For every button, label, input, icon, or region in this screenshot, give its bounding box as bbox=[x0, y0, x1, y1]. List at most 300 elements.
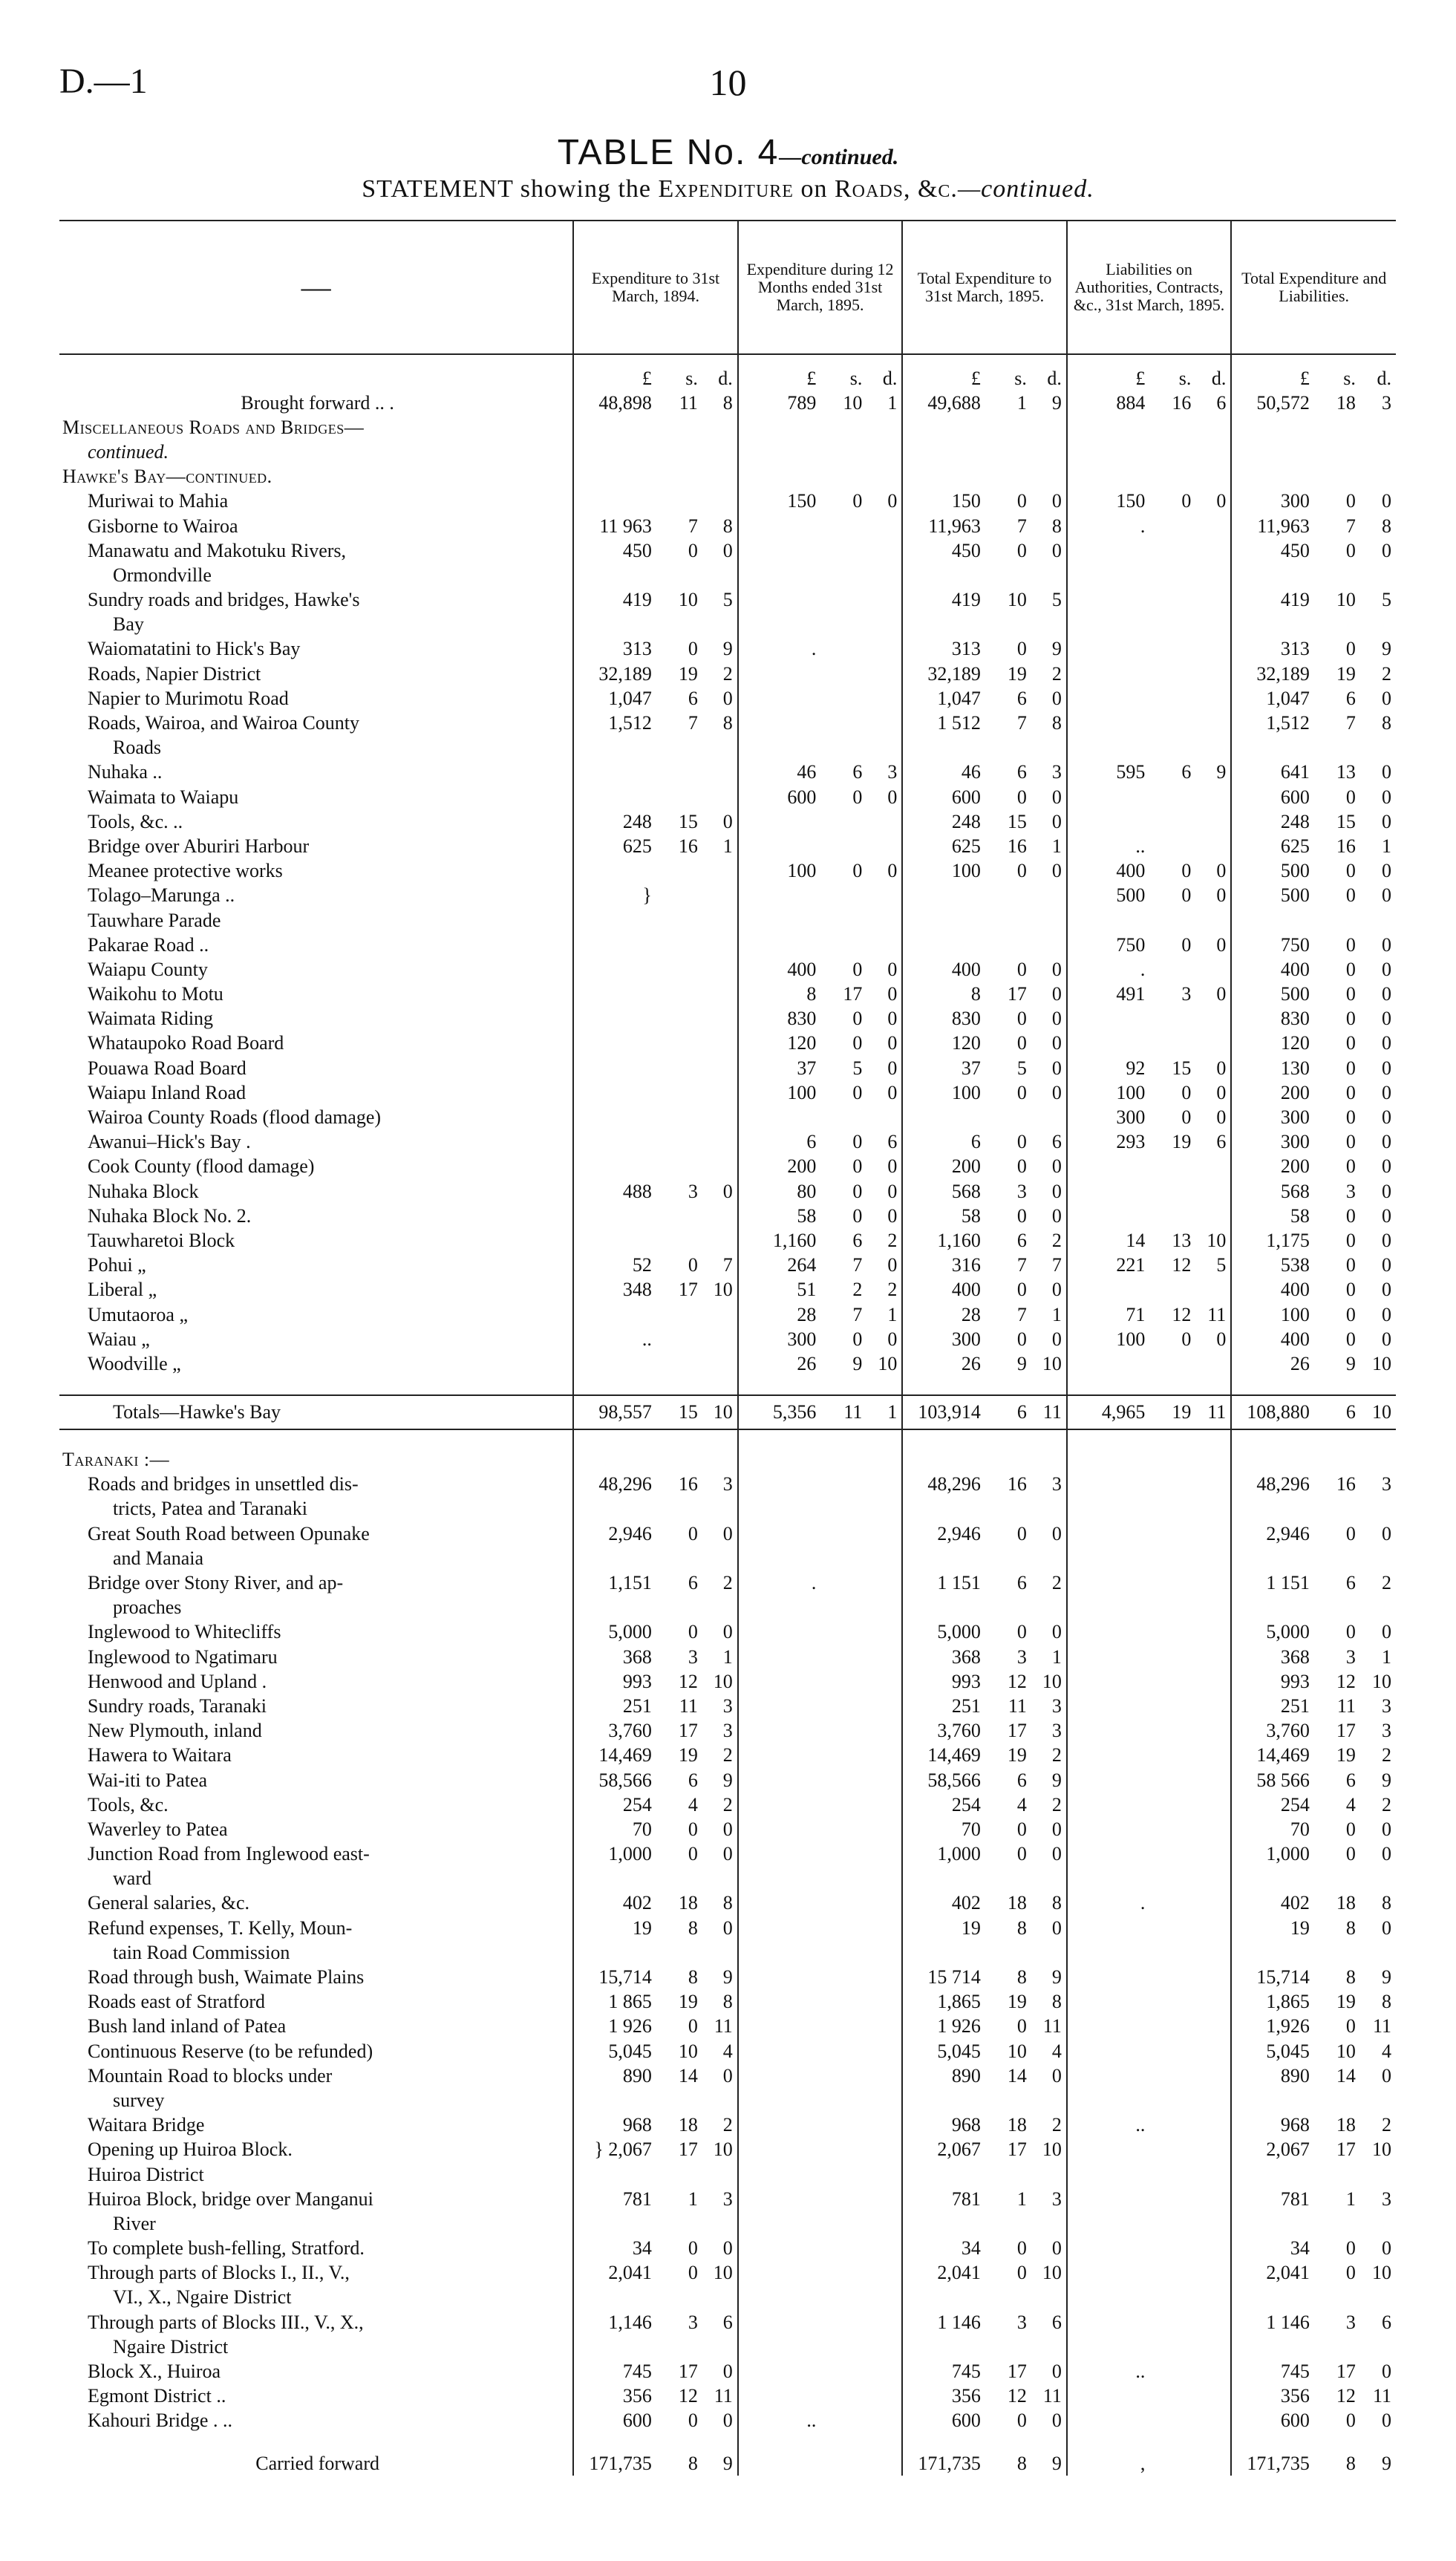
cell-col3-pence bbox=[1028, 2162, 1067, 2187]
header-expenditure-1894: Expenditure to 31st March, 1894. bbox=[573, 221, 738, 354]
cell-col5-pounds: 14,469 bbox=[1231, 1743, 1313, 1768]
cell-col4-shillings bbox=[1148, 1867, 1192, 1891]
cell-col3-shillings: 0 bbox=[1016, 1081, 1027, 1103]
cell-col5-pence: 1 bbox=[1382, 835, 1391, 857]
row-description: Kahouri Bridge . .. bbox=[88, 2410, 232, 2432]
table-row bbox=[59, 563, 1396, 587]
cell-col3-pounds: 37 bbox=[902, 1056, 984, 1080]
row-description: Tolago–Marunga .. bbox=[88, 884, 235, 907]
cell-col4-pounds: 71 bbox=[1067, 1302, 1149, 1327]
cell-col4-shillings bbox=[1148, 1570, 1192, 1595]
cell-col5-pence: 2 bbox=[1382, 1744, 1391, 1766]
cell-col4-pounds bbox=[1067, 538, 1149, 563]
cell-col5-shillings: 0 bbox=[1345, 786, 1356, 808]
cell-col4-pence bbox=[1192, 2064, 1231, 2088]
cell-col2-pence: 0 bbox=[887, 958, 898, 980]
cell-col3-pounds: 58 bbox=[902, 1204, 984, 1228]
cell-col2-pounds bbox=[738, 2261, 820, 2286]
cell-col5-pence bbox=[1357, 1429, 1396, 1448]
table-row bbox=[59, 1694, 1396, 1718]
cell-col3-pence: 3 bbox=[1051, 1720, 1062, 1742]
cell-col5-pence: 9 bbox=[1382, 1769, 1391, 1791]
table-row bbox=[59, 2211, 1396, 2236]
cell-col5-pence: 2 bbox=[1382, 1793, 1391, 1815]
cell-col3-pounds bbox=[902, 2433, 984, 2451]
cell-col5-shillings: 0 bbox=[1345, 1843, 1356, 1865]
cell-col4-pence bbox=[1192, 1842, 1231, 1867]
row-description: Roads, Napier District bbox=[88, 662, 261, 685]
cell-col3-pence: 8 bbox=[1051, 712, 1062, 734]
cell-col5-pence: 10 bbox=[1372, 2262, 1391, 2284]
cell-col1-shillings bbox=[655, 415, 699, 440]
cell-col2-shillings: 10 bbox=[843, 391, 863, 414]
cell-col3-pence: 0 bbox=[1051, 1008, 1062, 1030]
table-row bbox=[59, 1056, 1396, 1080]
cell-col1-pounds bbox=[573, 1204, 655, 1228]
cell-col1-pence: 0 bbox=[722, 1180, 733, 1202]
cell-col3-pounds: 120 bbox=[902, 1031, 984, 1056]
cell-col2-shillings bbox=[819, 1817, 864, 1841]
cell-col4-pence bbox=[1192, 1916, 1231, 1940]
cell-col1-pounds bbox=[573, 1497, 655, 1521]
cell-col2-pounds: 100 bbox=[738, 859, 820, 884]
page-number: 10 bbox=[709, 62, 747, 103]
cell-col4-pence bbox=[1192, 1204, 1231, 1228]
cell-col3-pence: 0 bbox=[1051, 1522, 1062, 1544]
cell-col2-pence bbox=[864, 1448, 902, 1472]
cell-col4-shillings: 16 bbox=[1172, 391, 1192, 414]
cell-col2-pounds bbox=[738, 465, 820, 489]
cell-col1-pounds: 5,000 bbox=[573, 1620, 655, 1645]
cell-col4-pence: 0 bbox=[1216, 933, 1227, 956]
cell-col4-pence: 5 bbox=[1216, 1254, 1227, 1276]
row-description: Hawke's Bay—continued. bbox=[62, 466, 272, 488]
cell-col2-pounds bbox=[738, 1472, 820, 1497]
cell-col3-shillings: 12 bbox=[1007, 2385, 1027, 2407]
cell-col2-pence: 0 bbox=[887, 1254, 898, 1276]
table-row bbox=[59, 465, 1396, 489]
cell-col5-shillings bbox=[1313, 1429, 1357, 1448]
cell-col4-pounds: 293 bbox=[1067, 1130, 1149, 1155]
cell-col4-pounds bbox=[1067, 613, 1149, 637]
cell-col3-pence: 0 bbox=[1051, 1843, 1062, 1865]
cell-col3-pence bbox=[1028, 1105, 1067, 1129]
table-row bbox=[59, 1007, 1396, 1031]
cell-col1-pence: 0 bbox=[722, 2361, 733, 2383]
cell-col2-pence bbox=[864, 1645, 902, 1669]
cell-col1-pence bbox=[699, 2162, 738, 2187]
cell-col1-shillings bbox=[655, 1007, 699, 1031]
cell-col5-pounds bbox=[1231, 2335, 1313, 2359]
cell-col1-pence bbox=[699, 785, 738, 809]
cell-col4-pence bbox=[1192, 1377, 1231, 1395]
cell-col1-shillings: 3 bbox=[688, 1180, 698, 1202]
cell-col5-shillings: 0 bbox=[1345, 1057, 1356, 1079]
cell-col3-shillings: 11 bbox=[1008, 1694, 1027, 1717]
cell-col3-pounds: 1,865 bbox=[902, 1990, 984, 2014]
cell-col4-pence: 0 bbox=[1216, 884, 1227, 907]
cell-col1-pounds: 98,557 bbox=[573, 1395, 655, 1429]
cell-col1-pence bbox=[699, 1302, 738, 1327]
cell-col2-pounds bbox=[738, 2335, 820, 2359]
cell-col2-pence bbox=[864, 884, 902, 908]
cell-col5-pounds: 993 bbox=[1231, 1669, 1313, 1694]
cell-col4-shillings bbox=[1148, 2088, 1192, 2113]
cell-col5-shillings: 0 bbox=[1345, 1303, 1356, 1325]
table-row bbox=[59, 2286, 1396, 2310]
table-row bbox=[59, 1448, 1396, 1472]
cell-col1-pence bbox=[699, 1007, 738, 1031]
cell-col1-pounds bbox=[573, 613, 655, 637]
cell-col1-pounds bbox=[573, 760, 655, 785]
row-description: Napier to Murimotu Road bbox=[88, 687, 289, 709]
cell-col2-pounds bbox=[738, 2310, 820, 2335]
cell-col1-shillings bbox=[655, 884, 699, 908]
cell-col3-pounds: 1 926 bbox=[902, 2014, 984, 2039]
cell-col1-shillings bbox=[655, 859, 699, 884]
cell-col3-pence: 2 bbox=[1051, 1744, 1062, 1766]
table-row bbox=[59, 2359, 1396, 2384]
cell-col5-shillings: 18 bbox=[1336, 1892, 1356, 1914]
table-row bbox=[59, 1743, 1396, 1768]
cell-col4-shillings: 19 bbox=[1148, 1395, 1192, 1429]
cell-col5-pounds bbox=[1231, 1377, 1313, 1395]
table-row bbox=[59, 1497, 1396, 1521]
cell-col2-pence: 0 bbox=[887, 1008, 898, 1030]
cell-col3-pounds: 8 bbox=[902, 982, 984, 1007]
cell-col4-pence bbox=[1192, 1007, 1231, 1031]
cell-col4-shillings bbox=[1148, 2014, 1192, 2039]
cell-col2-pence bbox=[864, 2113, 902, 2138]
cell-col1-pounds bbox=[573, 2162, 655, 2187]
cell-col2-pence bbox=[864, 563, 902, 587]
cell-col2-pounds: 5,356 bbox=[738, 1395, 820, 1429]
cell-col3-shillings: 16 bbox=[1007, 835, 1027, 857]
cell-col2-pence bbox=[864, 588, 902, 613]
cell-col3-pounds: 254 bbox=[902, 1792, 984, 1817]
cell-col1-pounds: 745 bbox=[573, 2359, 655, 2384]
cell-col5-pounds: 300 bbox=[1231, 489, 1313, 514]
cell-col5-pounds bbox=[1231, 1497, 1313, 1521]
cell-col1-shillings bbox=[655, 736, 699, 760]
row-description bbox=[59, 1429, 573, 1448]
cell-col1-pence: 0 bbox=[722, 539, 733, 561]
table-row bbox=[59, 1377, 1396, 1395]
cell-col4-pounds bbox=[1067, 711, 1149, 735]
cell-col5-pounds: 58 bbox=[1231, 1204, 1313, 1228]
cell-col5-pence: 0 bbox=[1382, 1621, 1391, 1643]
cell-col1-pence bbox=[699, 2335, 738, 2359]
cell-col4-pence bbox=[1192, 1645, 1231, 1669]
subtitle-part-a: STATEMENT showing the bbox=[362, 175, 652, 203]
cell-col4-pence bbox=[1192, 2162, 1231, 2187]
cell-col3-pence: 11 bbox=[1028, 1395, 1067, 1429]
cell-col5-shillings: 6 bbox=[1345, 1769, 1356, 1791]
row-description: Roads bbox=[113, 737, 161, 759]
cell-col1-shillings bbox=[655, 933, 699, 957]
table-row bbox=[59, 1620, 1396, 1645]
cell-col2-shillings: 6 bbox=[852, 761, 863, 783]
cell-col1-pence bbox=[699, 2088, 738, 2113]
cell-col3-pounds: 251 bbox=[902, 1694, 984, 1718]
table-row bbox=[59, 538, 1396, 563]
table-row bbox=[59, 2335, 1396, 2359]
cell-col3-pence: 11 bbox=[1042, 2015, 1062, 2038]
row-description bbox=[59, 1377, 573, 1395]
cell-col2-pence bbox=[864, 415, 902, 440]
cell-col5-pounds: 50,572 bbox=[1231, 391, 1313, 415]
header-liabilities: Liabilities on Authorities, Contracts, &c., 31st March, 1895. bbox=[1067, 221, 1231, 354]
cell-col4-pence bbox=[1192, 563, 1231, 587]
row-description: Pakarae Road .. bbox=[88, 933, 209, 956]
cell-col2-shillings: 0 bbox=[852, 1008, 863, 1030]
cell-col3-shillings: 0 bbox=[1016, 2262, 1027, 2284]
cell-col2-pounds: 26 bbox=[738, 1351, 820, 1376]
cell-col1-shillings bbox=[655, 982, 699, 1007]
cell-col1-shillings: 11 bbox=[679, 1694, 698, 1717]
cell-col2-pounds bbox=[738, 1817, 820, 1841]
cell-col1-pence: 2 bbox=[722, 2114, 733, 2136]
cell-col2-pounds bbox=[738, 1990, 820, 2014]
cell-col5-pounds: 500 bbox=[1231, 884, 1313, 908]
cell-col5-shillings bbox=[1313, 2162, 1357, 2187]
cell-col4-pounds bbox=[1067, 809, 1149, 834]
cell-col1-pounds: 32,189 bbox=[573, 662, 655, 686]
cell-col4-pounds bbox=[1067, 1031, 1149, 1056]
document-code: D.—1 bbox=[59, 62, 148, 101]
cell-col2-shillings bbox=[819, 1694, 864, 1718]
row-description: Waiau „ bbox=[88, 1328, 150, 1350]
cell-col2-pounds bbox=[738, 2433, 820, 2451]
cell-col5-shillings: 0 bbox=[1345, 1131, 1356, 1153]
cell-col4-pence bbox=[1192, 2113, 1231, 2138]
cell-col3-pounds: 1 146 bbox=[902, 2310, 984, 2335]
cell-col3-shillings bbox=[984, 933, 1028, 957]
cell-col2-pounds: 789 bbox=[738, 391, 820, 415]
cell-col1-pence: 10 bbox=[713, 1670, 733, 1692]
cell-col3-pounds: 19 bbox=[902, 1916, 984, 1940]
cell-col3-pence: 0 bbox=[1051, 786, 1062, 808]
cell-col3-shillings: 0 bbox=[1016, 1032, 1027, 1054]
cell-col4-shillings: 0 bbox=[1181, 933, 1192, 956]
cell-col1-shillings bbox=[655, 563, 699, 587]
cell-col5-pounds bbox=[1231, 2211, 1313, 2236]
table-row bbox=[59, 1965, 1396, 1989]
cell-col1-shillings bbox=[655, 908, 699, 933]
cell-col1-pounds bbox=[573, 1351, 655, 1376]
cell-col5-shillings: 16 bbox=[1336, 1473, 1356, 1495]
cell-col3-shillings bbox=[984, 415, 1028, 440]
cell-col1-shillings: 17 bbox=[678, 1720, 698, 1742]
cell-col5-pence: 0 bbox=[1382, 1131, 1391, 1153]
table-body bbox=[59, 354, 1396, 2476]
cell-col3-pounds: 1,160 bbox=[902, 1228, 984, 1253]
cell-col1-pounds: 19 bbox=[573, 1916, 655, 1940]
cell-col5-shillings: 0 bbox=[1345, 2410, 1356, 2432]
cell-col1-pence: 3 bbox=[722, 1473, 733, 1495]
cell-col2-pence bbox=[864, 2286, 902, 2310]
cell-col4-shillings bbox=[1148, 2211, 1192, 2236]
cell-col5-pence: 0 bbox=[1382, 933, 1391, 956]
cell-col5-pounds: 248 bbox=[1231, 809, 1313, 834]
cell-col3-shillings bbox=[984, 2433, 1028, 2451]
cell-col3-pounds: 5,045 bbox=[902, 2039, 984, 2064]
cell-col1-pounds bbox=[573, 957, 655, 982]
cell-col1-shillings bbox=[655, 1327, 699, 1351]
cell-col2-shillings: 7 bbox=[852, 1303, 863, 1325]
cell-col4-pounds bbox=[1067, 1743, 1149, 1768]
cell-col4-pence bbox=[1192, 465, 1231, 489]
cell-col5-pence bbox=[1357, 908, 1396, 933]
cell-col2-pounds: 80 bbox=[738, 1179, 820, 1204]
cell-col4-pence bbox=[1192, 2014, 1231, 2039]
cell-col1-pence: 6 bbox=[722, 2311, 733, 2333]
cell-col3-pence: 1 bbox=[1051, 1303, 1062, 1325]
row-description: Great South Road between Opunake bbox=[88, 1522, 370, 1544]
cell-col2-pence bbox=[864, 1990, 902, 2014]
table-row bbox=[59, 2113, 1396, 2138]
cell-col1-pence bbox=[699, 1497, 738, 1521]
cell-col4-shillings bbox=[1148, 1669, 1192, 1694]
cell-col4-pounds bbox=[1067, 1990, 1149, 2014]
cell-col1-pounds: 600 bbox=[573, 2409, 655, 2433]
row-description: Waitara Bridge bbox=[88, 2114, 205, 2136]
cell-col5-pounds bbox=[1231, 736, 1313, 760]
cell-col2-pounds bbox=[738, 2039, 820, 2064]
cell-col5-shillings: 17 bbox=[1336, 2361, 1356, 2383]
cell-col2-pounds bbox=[738, 1429, 820, 1448]
cell-col2-pounds: 100 bbox=[738, 1080, 820, 1105]
cell-col1-pence bbox=[699, 1940, 738, 1965]
cell-col5-pence: 0 bbox=[1382, 2237, 1391, 2260]
table-row bbox=[59, 1669, 1396, 1694]
cell-col2-pence bbox=[864, 514, 902, 538]
cell-col2-shillings bbox=[819, 1497, 864, 1521]
cell-col2-shillings bbox=[819, 2286, 864, 2310]
cell-col3-pounds: 171,735 bbox=[902, 2451, 984, 2476]
cell-col1-pounds: 48,898 bbox=[573, 391, 655, 415]
currency-shillings: s. bbox=[1343, 368, 1356, 389]
cell-col2-shillings bbox=[819, 637, 864, 662]
row-description: Continuous Reserve (to be refunded) bbox=[88, 2040, 373, 2062]
cell-col5-pounds bbox=[1231, 1448, 1313, 1472]
cell-col1-pounds bbox=[573, 2335, 655, 2359]
cell-col4-shillings bbox=[1148, 2237, 1192, 2261]
cell-col5-pounds: 100 bbox=[1231, 1302, 1313, 1327]
cell-col2-pounds bbox=[738, 736, 820, 760]
cell-col2-pence bbox=[864, 1521, 902, 1546]
cell-col3-shillings: 0 bbox=[1016, 2015, 1027, 2038]
cell-col2-pounds bbox=[738, 2014, 820, 2039]
cell-col5-pounds: 1,175 bbox=[1231, 1228, 1313, 1253]
cell-col3-pence: 9 bbox=[1051, 1966, 1062, 1989]
cell-col3-shillings bbox=[984, 1497, 1028, 1521]
cell-col4-shillings: 19 bbox=[1172, 1131, 1192, 1153]
cell-col3-pounds: 2,041 bbox=[902, 2261, 984, 2286]
cell-col4-shillings: 12 bbox=[1172, 1254, 1192, 1276]
cell-col3-shillings: 0 bbox=[1016, 490, 1027, 512]
cell-col3-pounds bbox=[902, 1448, 984, 1472]
cell-col5-shillings: 10 bbox=[1336, 589, 1356, 611]
cell-col3-pence: 1 bbox=[1051, 1645, 1062, 1668]
currency-pence: d. bbox=[718, 368, 733, 389]
cell-col3-pence: 0 bbox=[1051, 810, 1062, 832]
cell-col4-pounds bbox=[1067, 440, 1149, 464]
cell-col3-shillings: 0 bbox=[1016, 1328, 1027, 1350]
cell-col1-pence bbox=[699, 1448, 738, 1472]
cell-col1-pounds: 3,760 bbox=[573, 1719, 655, 1743]
cell-col1-pence: 10 bbox=[713, 2262, 733, 2284]
cell-col1-pence: 0 bbox=[722, 1522, 733, 1544]
cell-col4-shillings bbox=[1148, 662, 1192, 686]
cell-col2-pence bbox=[864, 1105, 902, 1129]
cell-col3-pence: 9 bbox=[1051, 638, 1062, 660]
cell-col1-pounds bbox=[573, 933, 655, 957]
subtitle-part-c: on bbox=[800, 175, 828, 203]
cell-col4-pounds bbox=[1067, 1817, 1149, 1841]
cell-col4-pence bbox=[1192, 2286, 1231, 2310]
cell-col5-pence: 0 bbox=[1382, 1032, 1391, 1054]
cell-col1-pence bbox=[699, 1327, 738, 1351]
cell-col1-shillings bbox=[655, 1155, 699, 1179]
cell-col5-shillings: 0 bbox=[1345, 490, 1356, 512]
cell-col2-shillings bbox=[819, 2039, 864, 2064]
cell-col2-pounds bbox=[738, 1842, 820, 1867]
cell-col4-pence: 0 bbox=[1216, 860, 1227, 882]
cell-col5-pence: 9 bbox=[1382, 2452, 1391, 2474]
cell-col5-pounds: 300 bbox=[1231, 1130, 1313, 1155]
currency-row bbox=[59, 354, 1396, 391]
cell-col2-shillings bbox=[819, 1570, 864, 1595]
cell-col3-pence bbox=[1028, 2211, 1067, 2236]
cell-col4-pounds bbox=[1067, 2433, 1149, 2451]
cell-col5-pence bbox=[1357, 2162, 1396, 2187]
cell-col2-shillings bbox=[819, 2211, 864, 2236]
table-row bbox=[59, 613, 1396, 637]
cell-col3-pounds bbox=[902, 933, 984, 957]
header-total-expenditure-liabilities: Total Expenditure and Liabilities. bbox=[1231, 221, 1396, 354]
table-title-suffix: —continued. bbox=[779, 145, 899, 169]
cell-col5-shillings: 8 bbox=[1345, 1916, 1356, 1939]
cell-col5-pence: 0 bbox=[1382, 1303, 1391, 1325]
cell-col1-shillings: 16 bbox=[678, 1473, 698, 1495]
cell-col5-pounds: 625 bbox=[1231, 834, 1313, 858]
cell-col3-shillings bbox=[984, 563, 1028, 587]
cell-col2-pence: 0 bbox=[887, 860, 898, 882]
table-row bbox=[59, 1916, 1396, 1940]
cell-col1-pounds: 1,047 bbox=[573, 686, 655, 711]
cell-col3-pounds: 890 bbox=[902, 2064, 984, 2088]
cell-col5-shillings: 0 bbox=[1345, 1204, 1356, 1227]
cell-col4-pence bbox=[1192, 1596, 1231, 1620]
cell-col1-shillings bbox=[655, 1056, 699, 1080]
cell-col3-shillings: 7 bbox=[1016, 515, 1027, 537]
cell-col1-pounds: 313 bbox=[573, 637, 655, 662]
table-row bbox=[59, 1429, 1396, 1448]
cell-col5-pence: 0 bbox=[1382, 1254, 1391, 1276]
cell-col2-pence bbox=[864, 1570, 902, 1595]
cell-col5-pence: 0 bbox=[1382, 490, 1391, 512]
cell-col4-pounds bbox=[1067, 2064, 1149, 2088]
cell-col5-pounds bbox=[1231, 908, 1313, 933]
row-description: Waimata Riding bbox=[88, 1008, 214, 1030]
cell-col4-pounds bbox=[1067, 1204, 1149, 1228]
cell-col1-pence: 8 bbox=[722, 712, 733, 734]
cell-col2-pounds bbox=[738, 1596, 820, 1620]
cell-col5-pence: 0 bbox=[1382, 1328, 1391, 1350]
cell-col2-pence bbox=[864, 2409, 902, 2433]
cell-col4-pounds bbox=[1067, 1842, 1149, 1867]
